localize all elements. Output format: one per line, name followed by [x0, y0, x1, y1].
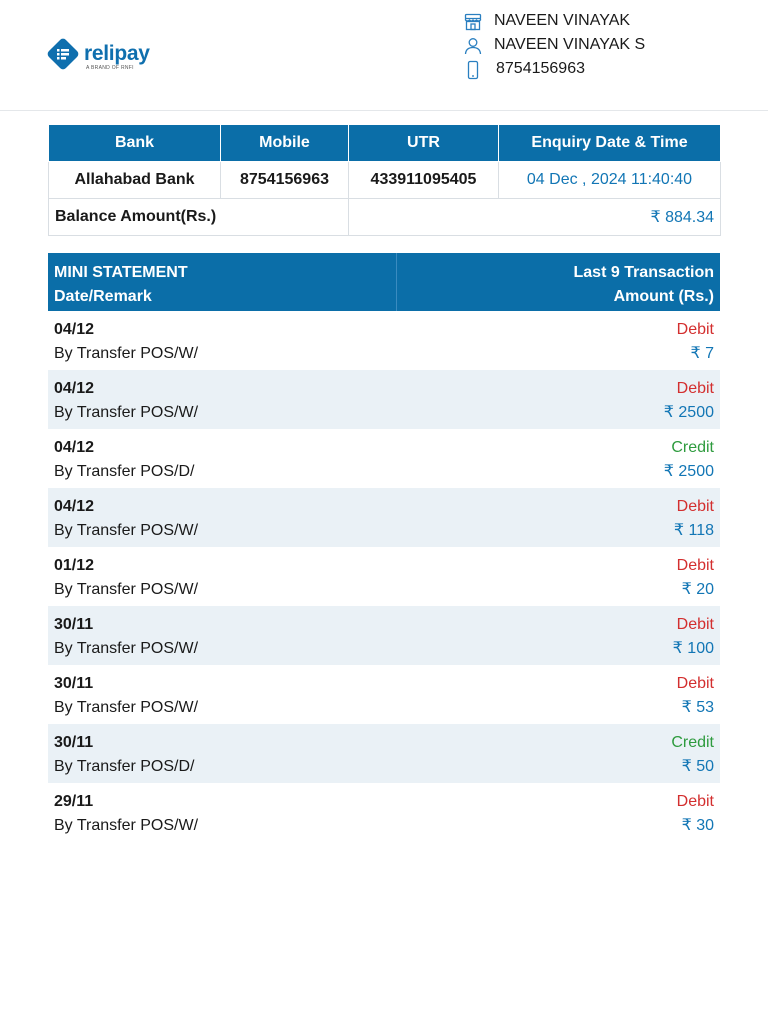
transaction-row [48, 488, 720, 547]
transaction-row [48, 665, 720, 724]
transaction-date: 30/11 [54, 675, 94, 692]
transaction-type: Credit [671, 439, 714, 456]
transaction-amount: ₹ 53 [681, 699, 714, 716]
transaction-date: 04/12 [54, 498, 95, 515]
header-mobile: Mobile [221, 125, 349, 162]
transaction-amount: ₹ 20 [681, 581, 714, 598]
transaction-date: 30/11 [54, 734, 94, 751]
enquiry-datetime-value: 04 Dec , 2024 11:40:40 [499, 162, 721, 199]
transaction-date: 04/12 [54, 439, 95, 456]
header-divider [396, 253, 397, 311]
transaction-row [48, 724, 720, 783]
column-amount: Amount (Rs.) [613, 288, 714, 305]
transaction-amount: ₹ 2500 [663, 404, 714, 421]
mini-statement [48, 253, 720, 842]
transaction-type: Credit [671, 734, 714, 751]
transaction-amount: ₹ 100 [672, 640, 714, 657]
transaction-row [48, 370, 720, 429]
transaction-row [48, 311, 720, 370]
transaction-list [48, 311, 720, 842]
transaction-row [48, 606, 720, 665]
transaction-type: Debit [676, 616, 714, 633]
brand-tagline: A BRAND OF RNFI [86, 65, 134, 71]
transaction-date: 04/12 [54, 321, 95, 338]
balance-value: ₹ 884.34 [349, 199, 721, 236]
relipay-logo [46, 37, 166, 77]
balance-row [49, 199, 721, 236]
transaction-date: 04/12 [54, 380, 95, 397]
transaction-row [48, 783, 720, 842]
header-enquiry-datetime: Enquiry Date & Time [499, 125, 721, 162]
transaction-remark: By Transfer POS/W/ [54, 581, 199, 598]
user-name: NAVEEN VINAYAK S [494, 36, 646, 53]
transaction-amount: ₹ 30 [681, 817, 714, 834]
transaction-remark: By Transfer POS/W/ [54, 817, 199, 834]
page-header [0, 0, 768, 111]
transaction-amount: ₹ 50 [681, 758, 714, 775]
column-date-remark: Date/Remark [54, 288, 152, 305]
phone-row [463, 58, 743, 82]
transaction-type: Debit [676, 321, 714, 338]
transaction-amount: ₹ 118 [673, 522, 714, 539]
transaction-type: Debit [676, 557, 714, 574]
mini-statement-title: MINI STATEMENT [54, 264, 188, 281]
store-icon [463, 12, 483, 32]
shop-row [463, 10, 743, 34]
transaction-remark: By Transfer POS/W/ [54, 404, 199, 421]
transaction-date: 30/11 [54, 616, 94, 633]
mini-statement-header-right [574, 261, 715, 309]
mobile-value: 8754156963 [221, 162, 349, 199]
brand-name: relipay [84, 42, 150, 65]
header-bank: Bank [49, 125, 221, 162]
transaction-type: Debit [676, 380, 714, 397]
transaction-remark: By Transfer POS/W/ [54, 640, 199, 657]
utr-value: 433911095405 [349, 162, 499, 199]
user-icon [463, 36, 483, 56]
transaction-remark: By Transfer POS/W/ [54, 522, 199, 539]
mini-statement-header-left [54, 261, 188, 309]
enquiry-info-table [48, 124, 721, 236]
header-utr: UTR [349, 125, 499, 162]
relipay-logo-icon [46, 37, 80, 71]
transaction-row [48, 429, 720, 488]
transaction-type: Debit [676, 793, 714, 810]
agent-info [463, 10, 743, 82]
transaction-type: Debit [676, 498, 714, 515]
transaction-remark: By Transfer POS/W/ [54, 345, 199, 362]
transaction-remark: By Transfer POS/W/ [54, 699, 199, 716]
transaction-amount: ₹ 2500 [663, 463, 714, 480]
balance-label: Balance Amount(Rs.) [49, 199, 349, 236]
user-row [463, 34, 743, 58]
transaction-date: 29/11 [54, 793, 94, 810]
mini-statement-header [48, 253, 720, 311]
transaction-date: 01/12 [54, 557, 95, 574]
phone-number: 8754156963 [496, 60, 585, 77]
bank-name: Allahabad Bank [49, 162, 221, 199]
transaction-type: Debit [676, 675, 714, 692]
transaction-amount: ₹ 7 [690, 345, 714, 362]
transaction-remark: By Transfer POS/D/ [54, 758, 195, 775]
info-header-row [49, 125, 721, 162]
transaction-remark: By Transfer POS/D/ [54, 463, 195, 480]
mobile-icon [463, 60, 483, 80]
last-transactions-label: Last 9 Transaction [573, 264, 714, 281]
shop-name: NAVEEN VINAYAK [494, 12, 631, 29]
transaction-row [48, 547, 720, 606]
info-values-row [49, 162, 721, 199]
